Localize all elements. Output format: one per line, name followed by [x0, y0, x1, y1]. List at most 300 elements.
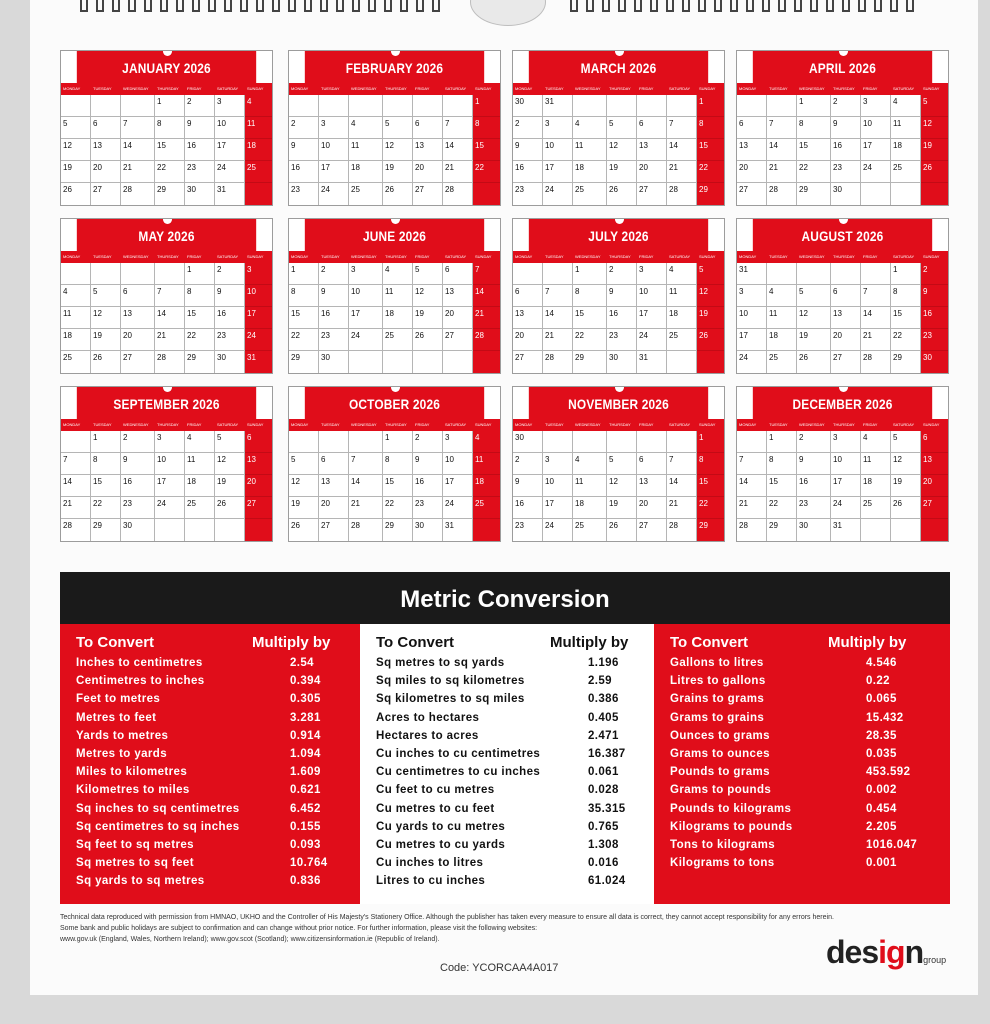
spiral-coil [368, 0, 376, 12]
day-cell: 26 [607, 519, 637, 542]
weekday-header-row [61, 83, 272, 95]
conversion-row [670, 781, 940, 799]
day-cell [61, 263, 91, 285]
day-cell: 14 [737, 475, 767, 497]
day-cell: 1 [155, 95, 185, 117]
weekday-header: MONDAY [61, 419, 91, 431]
conversion-panel [654, 624, 950, 904]
day-cell [289, 431, 319, 453]
day-cell: 13 [121, 307, 155, 329]
weekday-header: SATURDAY [443, 251, 473, 263]
spiral-coil [762, 0, 770, 12]
day-cell [861, 519, 891, 542]
conversion-factor: 0.016 [588, 857, 619, 870]
day-grid [513, 263, 725, 374]
day-cell: 16 [319, 307, 349, 329]
day-cell [861, 263, 891, 285]
conversion-row [376, 690, 644, 708]
weekday-header: WEDNESDAY [573, 419, 607, 431]
day-cell: 16 [797, 475, 831, 497]
day-cell: 6 [637, 453, 667, 475]
day-cell: 19 [413, 307, 443, 329]
sunday-cell: 25 [245, 161, 273, 183]
day-cell: 2 [215, 263, 245, 285]
conversion-factor: 0.22 [866, 675, 890, 688]
day-cell [289, 95, 319, 117]
weekday-header: SUNDAY [245, 419, 273, 431]
conversion-panel-header [76, 634, 350, 654]
conversion-panel [60, 624, 360, 904]
day-cell: 12 [215, 453, 245, 475]
day-cell: 31 [737, 263, 767, 285]
day-cell: 27 [513, 351, 543, 374]
day-cell: 16 [831, 139, 861, 161]
conversion-label: Sq yards to sq metres [76, 875, 205, 888]
sunday-cell: 6 [245, 431, 273, 453]
weekday-header: FRIDAY [185, 251, 215, 263]
conversion-row [670, 709, 940, 727]
day-cell: 28 [861, 351, 891, 374]
spiral-coil [128, 0, 136, 12]
day-cell: 15 [383, 475, 413, 497]
conversion-panel-header [670, 634, 940, 654]
month-title: MARCH 2026 [529, 51, 708, 83]
day-cell: 12 [383, 139, 413, 161]
day-cell: 5 [215, 431, 245, 453]
day-cell: 17 [155, 475, 185, 497]
day-cell: 15 [155, 139, 185, 161]
conversion-factor: 0.002 [866, 784, 897, 797]
conversion-factor: 0.305 [290, 693, 321, 706]
weekday-header-row [289, 419, 500, 431]
day-cell: 6 [443, 263, 473, 285]
day-cell: 1 [767, 431, 797, 453]
weekday-header: MONDAY [513, 251, 543, 263]
day-cell: 12 [891, 453, 921, 475]
conversion-factor: 28.35 [866, 729, 897, 742]
day-cell [413, 351, 443, 374]
month-title: JANUARY 2026 [77, 51, 256, 83]
day-cell: 17 [637, 307, 667, 329]
conversion-factor: 3.281 [290, 711, 321, 724]
day-cell: 27 [637, 519, 667, 542]
conversion-label: Litres to cu inches [376, 875, 486, 888]
conversion-factor: 61.024 [588, 875, 626, 888]
day-cell: 1 [289, 263, 319, 285]
spiral-coil [256, 0, 264, 12]
sunday-cell: 3 [245, 263, 273, 285]
spiral-coil [432, 0, 440, 12]
day-cell: 21 [61, 497, 91, 519]
month-calendar [288, 218, 501, 374]
weekday-header: TUESDAY [767, 83, 797, 95]
conversion-label: Sq kilometres to sq miles [376, 693, 525, 706]
spiral-coil [666, 0, 674, 12]
day-cell: 7 [155, 285, 185, 307]
weekday-header-row [61, 251, 272, 263]
conversion-label: Acres to hectares [376, 711, 480, 724]
day-cell: 30 [215, 351, 245, 374]
weekday-header: FRIDAY [861, 251, 891, 263]
day-cell: 9 [607, 285, 637, 307]
day-cell: 9 [289, 139, 319, 161]
day-cell: 12 [289, 475, 319, 497]
day-cell: 5 [61, 117, 91, 139]
day-cell: 12 [61, 139, 91, 161]
weekday-header: FRIDAY [637, 251, 667, 263]
day-cell: 2 [121, 431, 155, 453]
day-cell: 4 [767, 285, 797, 307]
day-cell: 14 [667, 475, 697, 497]
day-cell [443, 351, 473, 374]
day-cell: 9 [831, 117, 861, 139]
conversion-label: Grams to pounds [670, 784, 772, 797]
weekday-header: THURSDAY [383, 251, 413, 263]
conversion-factor: 1.609 [290, 766, 321, 779]
day-cell: 4 [667, 263, 697, 285]
weekday-header: MONDAY [289, 419, 319, 431]
day-cell [155, 263, 185, 285]
conversion-label: Kilograms to tons [670, 857, 775, 870]
day-cell: 13 [637, 475, 667, 497]
day-cell: 6 [91, 117, 121, 139]
conversion-row [376, 709, 644, 727]
weekday-header: WEDNESDAY [573, 251, 607, 263]
month-title: NOVEMBER 2026 [529, 387, 708, 419]
conversion-label: Sq inches to sq centimetres [76, 802, 240, 815]
day-cell: 29 [91, 519, 121, 542]
day-cell [637, 431, 667, 453]
day-cell: 16 [289, 161, 319, 183]
conversion-factor: 0.394 [290, 675, 321, 688]
day-cell: 10 [349, 285, 383, 307]
weekday-header: WEDNESDAY [349, 251, 383, 263]
conversion-factor: 2.471 [588, 729, 619, 742]
day-cell: 21 [667, 497, 697, 519]
day-cell: 11 [891, 117, 921, 139]
day-cell: 30 [797, 519, 831, 542]
day-grid [737, 95, 949, 206]
day-cell: 10 [831, 453, 861, 475]
day-cell: 7 [767, 117, 797, 139]
day-cell: 21 [737, 497, 767, 519]
day-cell: 23 [121, 497, 155, 519]
day-cell: 8 [797, 117, 831, 139]
weekday-header: TUESDAY [543, 251, 573, 263]
day-cell [637, 95, 667, 117]
day-cell: 16 [607, 307, 637, 329]
sunday-cell [473, 519, 501, 542]
day-cell [91, 263, 121, 285]
month-calendar [60, 50, 273, 206]
weekday-header: TUESDAY [767, 419, 797, 431]
sunday-cell: 13 [245, 453, 273, 475]
spiral-coil [746, 0, 754, 12]
weekday-header: SUNDAY [921, 251, 949, 263]
weekday-header: THURSDAY [155, 419, 185, 431]
day-cell: 5 [797, 285, 831, 307]
day-cell: 6 [637, 117, 667, 139]
day-cell: 31 [215, 183, 245, 206]
sunday-cell: 20 [921, 475, 949, 497]
weekday-header: THURSDAY [383, 83, 413, 95]
conversion-label: Feet to metres [76, 693, 161, 706]
day-cell: 21 [667, 161, 697, 183]
day-cell: 20 [121, 329, 155, 351]
day-cell: 25 [891, 161, 921, 183]
spiral-coil [890, 0, 898, 12]
conversion-row [670, 690, 940, 708]
day-cell: 23 [185, 161, 215, 183]
day-cell: 28 [155, 351, 185, 374]
conversion-row [670, 727, 940, 745]
weekday-header: FRIDAY [861, 83, 891, 95]
day-cell: 2 [607, 263, 637, 285]
day-cell: 3 [861, 95, 891, 117]
conversion-label: Centimetres to inches [76, 675, 205, 688]
weekday-header: SATURDAY [667, 83, 697, 95]
spiral-coil [96, 0, 104, 12]
spiral-coil [112, 0, 120, 12]
spiral-coil [304, 0, 312, 12]
weekday-header: FRIDAY [637, 419, 667, 431]
day-cell: 4 [861, 431, 891, 453]
conversion-row [76, 727, 350, 745]
day-cell: 13 [831, 307, 861, 329]
day-cell: 13 [91, 139, 121, 161]
sunday-cell: 4 [473, 431, 501, 453]
weekday-header: TUESDAY [767, 251, 797, 263]
conversion-factor: 1.196 [588, 657, 619, 669]
conversion-label: Miles to kilometres [76, 766, 188, 779]
spiral-coil [80, 0, 88, 12]
day-cell: 17 [349, 307, 383, 329]
day-cell [443, 95, 473, 117]
day-cell: 19 [61, 161, 91, 183]
spiral-coil [794, 0, 802, 12]
day-cell: 19 [91, 329, 121, 351]
day-cell [61, 431, 91, 453]
day-cell: 3 [637, 263, 667, 285]
conversion-row [376, 654, 644, 672]
day-cell: 22 [185, 329, 215, 351]
spiral-coil [842, 0, 850, 12]
day-grid [61, 431, 273, 542]
day-cell: 19 [891, 475, 921, 497]
day-cell: 23 [215, 329, 245, 351]
day-cell: 11 [383, 285, 413, 307]
day-cell: 8 [383, 453, 413, 475]
sunday-cell: 15 [697, 139, 725, 161]
day-cell: 9 [797, 453, 831, 475]
day-cell: 8 [91, 453, 121, 475]
weekday-header-row [737, 251, 948, 263]
sunday-cell: 7 [473, 263, 501, 285]
conversion-label: Litres to gallons [670, 675, 766, 688]
to-convert-header: To Convert [670, 634, 749, 651]
conversion-row [76, 763, 350, 781]
day-cell: 27 [831, 351, 861, 374]
day-cell: 28 [667, 519, 697, 542]
day-cell: 24 [831, 497, 861, 519]
day-cell [607, 95, 637, 117]
day-cell: 20 [637, 161, 667, 183]
day-cell: 3 [319, 117, 349, 139]
footer-line-2: Some bank and public holidays are subject to confirmation and can change without prior notice. For further information, please visit the following websites: [60, 925, 538, 932]
day-cell [543, 431, 573, 453]
day-cell: 25 [767, 351, 797, 374]
day-cell: 7 [543, 285, 573, 307]
day-cell: 22 [155, 161, 185, 183]
day-cell: 9 [215, 285, 245, 307]
month-calendar [288, 386, 501, 542]
sunday-cell: 26 [697, 329, 725, 351]
month-calendar [512, 50, 725, 206]
day-cell: 14 [443, 139, 473, 161]
conversion-factor: 0.061 [588, 766, 619, 779]
conversion-row [670, 854, 940, 872]
sunday-cell: 15 [697, 475, 725, 497]
conversion-factor: 0.035 [866, 747, 897, 760]
conversion-label: Sq metres to sq yards [376, 657, 505, 669]
spiral-coil [320, 0, 328, 12]
weekday-header: MONDAY [289, 83, 319, 95]
conversion-factor: 0.765 [588, 820, 619, 833]
day-cell [155, 519, 185, 542]
day-cell [667, 431, 697, 453]
day-cell: 14 [349, 475, 383, 497]
day-cell [861, 183, 891, 206]
day-cell: 22 [91, 497, 121, 519]
conversion-factor: 2.54 [290, 657, 314, 669]
day-cell: 27 [121, 351, 155, 374]
weekday-header: THURSDAY [607, 251, 637, 263]
multiply-by-header: Multiply by [550, 634, 629, 651]
day-cell: 2 [289, 117, 319, 139]
conversion-factor: 0.001 [866, 857, 897, 870]
sunday-cell: 18 [245, 139, 273, 161]
sunday-cell: 6 [921, 431, 949, 453]
day-cell [413, 95, 443, 117]
weekday-header-row [289, 83, 500, 95]
sunday-cell: 21 [473, 307, 501, 329]
day-grid [289, 263, 501, 374]
weekday-header: THURSDAY [831, 419, 861, 431]
conversion-label: Sq miles to sq kilometres [376, 675, 525, 688]
weekday-header: THURSDAY [383, 419, 413, 431]
multiply-by-header: Multiply by [252, 634, 331, 651]
day-cell: 29 [797, 183, 831, 206]
spiral-coil [384, 0, 392, 12]
day-cell: 1 [91, 431, 121, 453]
day-cell: 30 [607, 351, 637, 374]
conversion-label: Ounces to grams [670, 729, 770, 742]
conversion-row [670, 800, 940, 818]
month-calendar [288, 50, 501, 206]
day-cell: 10 [737, 307, 767, 329]
weekday-header: TUESDAY [319, 83, 349, 95]
day-cell: 19 [797, 329, 831, 351]
day-cell: 25 [861, 497, 891, 519]
weekday-header: SUNDAY [473, 83, 501, 95]
sunday-cell: 10 [245, 285, 273, 307]
day-cell: 16 [413, 475, 443, 497]
day-cell: 11 [573, 475, 607, 497]
spiral-coil [288, 0, 296, 12]
day-cell: 29 [383, 519, 413, 542]
day-cell: 18 [861, 475, 891, 497]
weekday-header: FRIDAY [185, 83, 215, 95]
conversion-row [376, 800, 644, 818]
spiral-coil [858, 0, 866, 12]
day-cell: 16 [185, 139, 215, 161]
to-convert-header: To Convert [376, 634, 455, 651]
day-cell: 1 [891, 263, 921, 285]
day-cell: 28 [61, 519, 91, 542]
day-cell: 14 [767, 139, 797, 161]
day-cell: 3 [543, 117, 573, 139]
weekday-header: SATURDAY [215, 83, 245, 95]
day-cell: 19 [289, 497, 319, 519]
spiral-coil [730, 0, 738, 12]
day-cell: 28 [767, 183, 797, 206]
day-cell: 22 [383, 497, 413, 519]
spiral-coil [826, 0, 834, 12]
conversion-label: Sq metres to sq feet [76, 857, 194, 870]
spiral-coil [650, 0, 658, 12]
day-cell: 25 [573, 183, 607, 206]
weekday-header: SATURDAY [667, 419, 697, 431]
sunday-cell: 16 [921, 307, 949, 329]
month-title: JULY 2026 [529, 219, 708, 251]
conversion-factor: 0.914 [290, 729, 321, 742]
day-cell: 10 [637, 285, 667, 307]
weekday-header: WEDNESDAY [573, 83, 607, 95]
conversion-row [670, 763, 940, 781]
weekday-header: TUESDAY [319, 251, 349, 263]
day-cell: 5 [383, 117, 413, 139]
day-cell: 6 [319, 453, 349, 475]
day-cell: 7 [667, 117, 697, 139]
day-cell: 26 [383, 183, 413, 206]
conversion-factor: 6.452 [290, 802, 321, 815]
month-title: MAY 2026 [77, 219, 256, 251]
conversion-factor: 15.432 [866, 711, 904, 724]
weekday-header-row [289, 251, 500, 263]
spiral-coil [240, 0, 248, 12]
day-cell: 21 [543, 329, 573, 351]
day-cell: 30 [513, 431, 543, 453]
day-cell: 5 [413, 263, 443, 285]
weekday-header: TUESDAY [543, 83, 573, 95]
day-cell: 9 [413, 453, 443, 475]
day-cell: 7 [349, 453, 383, 475]
day-cell: 16 [121, 475, 155, 497]
conversion-label: Hectares to acres [376, 729, 479, 742]
day-cell [667, 95, 697, 117]
weekday-header: MONDAY [737, 251, 767, 263]
day-cell: 5 [607, 117, 637, 139]
day-cell: 24 [861, 161, 891, 183]
day-cell: 24 [637, 329, 667, 351]
weekday-header: THURSDAY [155, 251, 185, 263]
day-cell: 4 [61, 285, 91, 307]
day-cell [319, 431, 349, 453]
weekday-header: SUNDAY [473, 251, 501, 263]
day-cell: 1 [185, 263, 215, 285]
day-cell: 26 [61, 183, 91, 206]
day-cell: 2 [319, 263, 349, 285]
